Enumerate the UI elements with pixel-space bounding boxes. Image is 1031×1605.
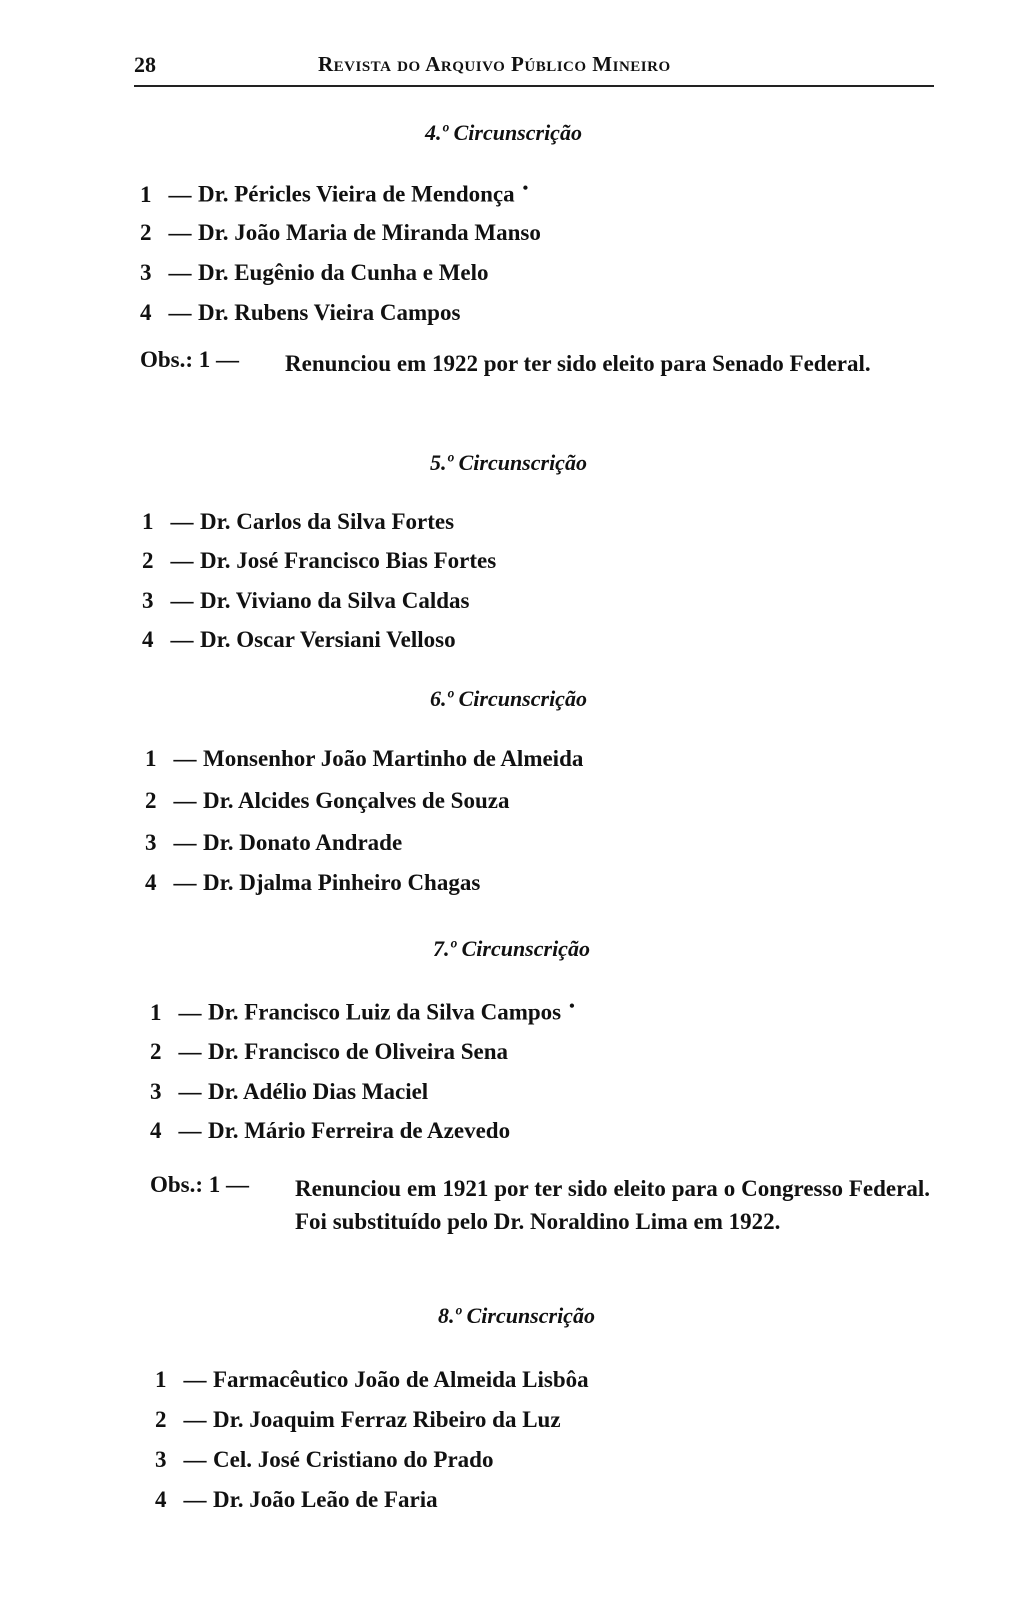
page-header [134,48,934,92]
item-dash: — [170,548,194,573]
list-item [142,548,496,574]
item-number: 3 [140,260,152,285]
item-number: 1 [140,181,152,207]
list-item [140,180,528,208]
item-dash: — [173,746,197,771]
item-dash: — [173,870,197,895]
item-number: 3 [145,830,157,855]
item-number: 2 [155,1407,167,1432]
list-item [150,1079,428,1105]
note-text: Renunciou em 1921 por ter sido eleito para o Congresso Federal. Foi substituído pelo Dr. Noraldino Lima em 1922. [295,1176,930,1234]
item-dash: — [183,1447,207,1472]
item-name: Dr. Francisco de Oliveira Sena [208,1039,509,1064]
item-name: Dr. Joaquim Ferraz Ribeiro da Luz [213,1407,561,1432]
item-dash: — [170,627,194,652]
footnote-mark: • [522,180,529,197]
page-number: 28 [134,52,156,77]
item-name: Dr. Rubens Vieira Campos [198,300,461,325]
list-item [145,870,480,896]
running-title: Revista do Arquivo Público Mineiro [318,52,671,76]
section-heading: 5.º Circunscrição [430,450,587,475]
list-item [155,1367,589,1393]
list-item [140,300,460,326]
item-dash: — [168,181,192,207]
note-label: Obs.: 1 — [150,1172,250,1197]
item-name: Cel. José Cristiano do Prado [213,1447,494,1472]
list-item [150,1039,508,1065]
item-number: 2 [150,1039,162,1064]
item-number: 4 [155,1487,167,1512]
item-name: Dr. Donato Andrade [203,830,403,855]
item-name: Farmacêutico João de Almeida Lisbôa [213,1367,589,1392]
observation-note [140,347,920,417]
item-name: Dr. Francisco Luiz da Silva Campos [208,999,562,1025]
item-name: Dr. Carlos da Silva Fortes [200,509,455,534]
item-number: 2 [142,548,154,573]
item-number: 2 [140,220,152,245]
item-name: Dr. Adélio Dias Maciel [208,1079,429,1104]
item-number: 3 [155,1447,167,1472]
list-item [155,1407,561,1433]
footnote-mark: • [569,998,575,1015]
list-item [155,1447,493,1473]
item-name: Dr. Mário Ferreira de Azevedo [208,1118,511,1143]
list-item [150,1118,510,1144]
note-text: Renunciou em 1922 por ter sido eleito para Senado Federal. [285,351,871,376]
item-name: Dr. João Leão de Faria [213,1487,438,1512]
item-dash: — [168,260,192,285]
item-number: 4 [145,870,157,895]
item-number: 2 [145,788,157,813]
section-heading: 7.º Circunscrição [433,936,590,961]
list-item [140,260,489,286]
section-heading: 8.º Circunscrição [438,1303,595,1328]
header-rule [134,85,934,87]
note-label: Obs.: 1 — [140,347,240,372]
item-dash: — [178,1079,202,1104]
item-number: 3 [150,1079,162,1104]
item-name: Dr. José Francisco Bias Fortes [200,548,497,573]
item-number: 4 [142,627,154,652]
item-number: 4 [140,300,152,325]
section-heading: 4.º Circunscrição [425,120,582,145]
list-item [140,220,541,246]
item-name: Dr. Péricles Vieira de Mendonça [198,181,515,207]
item-name: Dr. Djalma Pinheiro Chagas [203,870,481,895]
list-item [142,627,456,653]
list-item [142,588,469,614]
item-name: Dr. João Maria de Miranda Manso [198,220,541,245]
item-name: Dr. Oscar Versiani Velloso [200,627,456,652]
item-dash: — [170,588,194,613]
item-dash: — [168,220,192,245]
item-dash: — [168,300,192,325]
item-dash: — [183,1487,207,1512]
list-item [155,1487,438,1513]
item-name: Dr. Eugênio da Cunha e Melo [198,260,489,285]
item-number: 1 [155,1367,167,1392]
item-number: 3 [142,588,154,613]
list-item [150,998,575,1026]
observation-note [150,1172,930,1277]
section-heading: 6.º Circunscrição [430,686,587,711]
item-dash: — [170,509,194,534]
item-dash: — [178,999,202,1025]
item-dash: — [183,1367,207,1392]
list-item [145,830,402,856]
item-dash: — [183,1407,207,1432]
item-name: Dr. Viviano da Silva Caldas [200,588,470,613]
item-number: 4 [150,1118,162,1143]
item-number: 1 [145,746,157,771]
item-number: 1 [142,509,154,534]
item-name: Monsenhor João Martinho de Almeida [203,746,584,771]
item-name: Dr. Alcides Gonçalves de Souza [203,788,510,813]
item-number: 1 [150,999,162,1025]
list-item [145,746,583,772]
item-dash: — [173,830,197,855]
item-dash: — [178,1039,202,1064]
item-dash: — [178,1118,202,1143]
item-dash: — [173,788,197,813]
list-item [142,509,454,535]
list-item [145,788,509,814]
